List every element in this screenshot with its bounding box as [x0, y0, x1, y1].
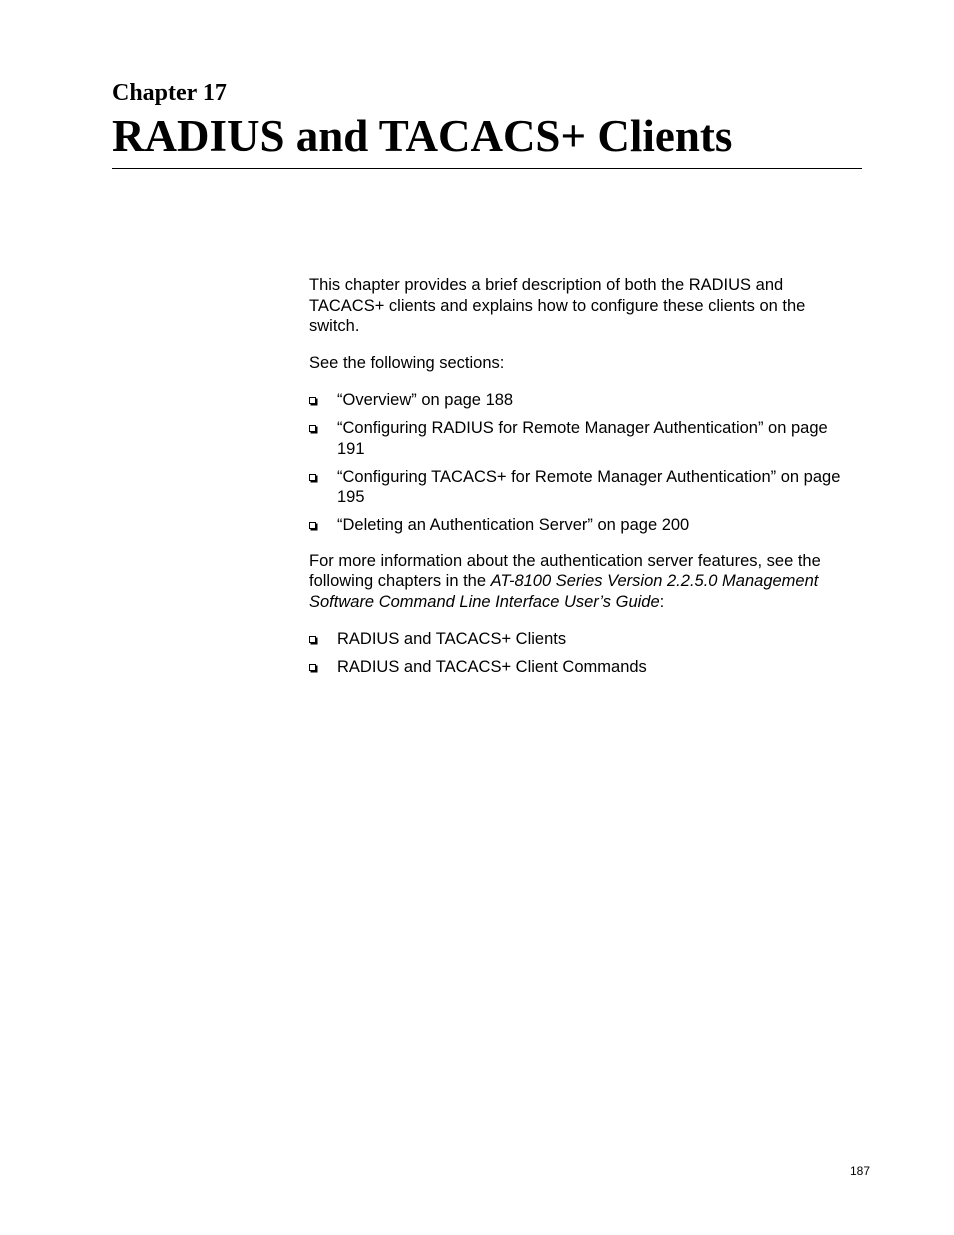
list-item[interactable]	[309, 515, 849, 536]
more-info-text: For more information about the authentication server features, see the following chapters in the	[309, 551, 821, 590]
related-chapter-label: RADIUS and TACACS+ Client Commands	[337, 658, 647, 676]
chapter-body	[309, 275, 849, 685]
section-link[interactable]: “Deleting an Authentication Server” on page 200	[337, 516, 690, 534]
page-number: 187	[850, 1164, 871, 1178]
see-sections-paragraph: See the following sections:	[309, 353, 505, 372]
list-item[interactable]	[309, 418, 849, 459]
title-divider	[112, 168, 862, 169]
checkbox-bullet-icon	[309, 636, 316, 643]
list-item	[309, 657, 849, 678]
page-title: RADIUS and TACACS+ Clients	[112, 111, 733, 161]
section-link[interactable]: “Configuring RADIUS for Remote Manager Authentication” on page 191	[337, 419, 828, 458]
list-item[interactable]	[309, 467, 849, 508]
checkbox-bullet-icon	[309, 397, 316, 404]
more-info-paragraph	[309, 551, 849, 613]
intro-paragraph: This chapter provides a brief description of both the RADIUS and TACACS+ clients and explains how to configure these clients on the switch.	[309, 276, 806, 335]
more-info-suffix: :	[659, 592, 665, 611]
list-item	[309, 629, 849, 650]
checkbox-bullet-icon	[309, 522, 316, 529]
list-item[interactable]	[309, 390, 849, 411]
checkbox-bullet-icon	[309, 664, 316, 671]
guide-title: AT-8100 Series Version 2.2.5.0 Management Software Command Line Interface User’s Guide	[309, 572, 819, 611]
checkbox-bullet-icon	[309, 425, 316, 432]
section-link[interactable]: “Configuring TACACS+ for Remote Manager Authentication” on page 195	[337, 467, 841, 506]
chapter-label: Chapter 17	[112, 80, 227, 106]
checkbox-bullet-icon	[309, 474, 316, 481]
section-list	[309, 390, 849, 536]
related-chapter-list	[309, 629, 849, 678]
section-link[interactable]: “Overview” on page 188	[337, 391, 514, 409]
related-chapter-label: RADIUS and TACACS+ Clients	[337, 630, 567, 648]
